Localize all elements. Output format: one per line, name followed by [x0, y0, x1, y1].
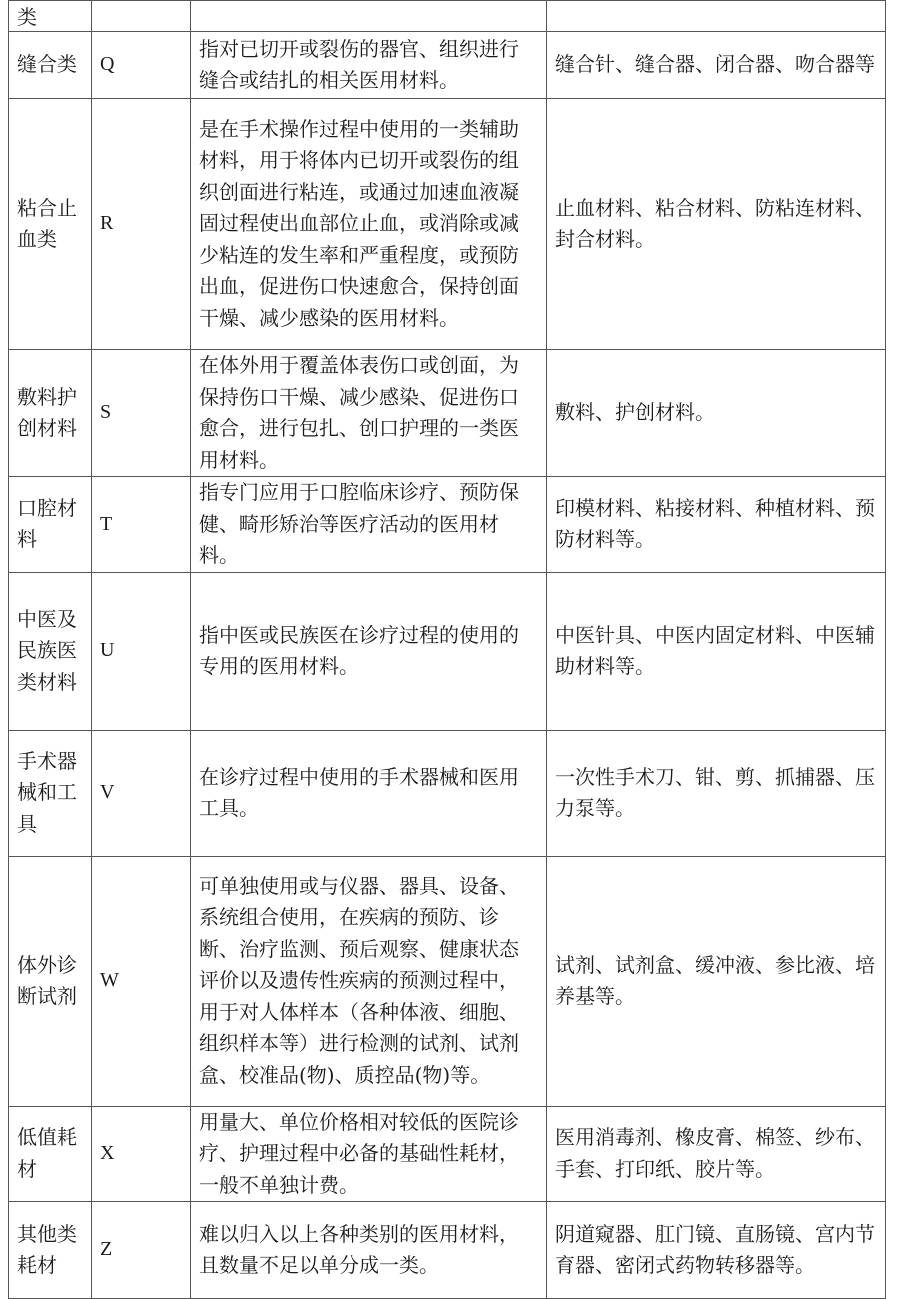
category-examples-cell: 医用消毒剂、橡皮膏、棉签、纱布、手套、打印纸、胶片等。	[547, 1106, 886, 1202]
category-description-cell: 指对已切开或裂伤的器官、组织进行缝合或结扎的相关医用材料。	[191, 32, 547, 99]
category-code-cell: X	[92, 1106, 191, 1202]
category-examples-cell: 阴道窥器、肛门镜、直肠镜、宫内节育器、密闭式药物转移器等。	[547, 1202, 886, 1299]
category-name-cell: 中医及民族医类材料	[9, 572, 92, 730]
category-code-cell: V	[92, 730, 191, 856]
table-row-s	[9, 350, 886, 477]
category-code-cell	[92, 1, 191, 32]
category-examples-cell: 缝合针、缝合器、闭合器、吻合器等	[547, 32, 886, 99]
category-description-cell: 在诊疗过程中使用的手术器械和医用工具。	[191, 730, 547, 856]
category-examples-cell: 印模材料、粘接材料、种植材料、预防材料等。	[547, 477, 886, 573]
table-row-q	[9, 32, 886, 99]
category-name-cell: 粘合止血类	[9, 99, 92, 350]
category-description-cell: 指中医或民族医在诊疗过程的使用的专用的医用材料。	[191, 572, 547, 730]
table-row-z	[9, 1202, 886, 1299]
category-description-cell: 可单独使用或与仪器、器具、设备、系统组合使用，在疾病的预防、诊断、治疗监测、预后观察、健康状态评价以及遗传性疾病的预测过程中，用于对人体样本（各种体液、细胞、组织样本等）进行检测的试剂、试剂盒、校准品(物)、质控品(物)等。	[191, 856, 547, 1106]
category-examples-cell: 止血材料、粘合材料、防粘连材料、封合材料。	[547, 99, 886, 350]
table-row-u	[9, 572, 886, 730]
category-name-cell: 体外诊断试剂	[9, 856, 92, 1106]
category-name-cell: 其他类耗材	[9, 1202, 92, 1299]
category-code-cell: Q	[92, 32, 191, 99]
category-name-cell: 类	[9, 1, 92, 32]
category-description-cell: 难以归入以上各种类别的医用材料，且数量不足以单分成一类。	[191, 1202, 547, 1299]
category-examples-cell: 试剂、试剂盒、缓冲液、参比液、培养基等。	[547, 856, 886, 1106]
category-code-cell: Z	[92, 1202, 191, 1299]
category-code-cell: W	[92, 856, 191, 1106]
category-code-cell: R	[92, 99, 191, 350]
category-description-cell: 指专门应用于口腔临床诊疗、预防保健、畸形矫治等医疗活动的医用材料。	[191, 477, 547, 573]
category-description-cell: 在体外用于覆盖体表伤口或创面，为保持伤口干燥、减少感染、促进伤口愈合，进行包扎、创口护理的一类医用材料。	[191, 350, 547, 477]
category-name-cell: 口腔材料	[9, 477, 92, 573]
category-examples-cell	[547, 1, 886, 32]
table-row-continued	[9, 1, 886, 32]
category-description-cell: 用量大、单位价格相对较低的医院诊疗、护理过程中必备的基础性耗材，一般不单独计费。	[191, 1106, 547, 1202]
category-examples-cell: 敷料、护创材料。	[547, 350, 886, 477]
category-code-cell: T	[92, 477, 191, 573]
category-examples-cell: 一次性手术刀、钳、剪、抓捕器、压力泵等。	[547, 730, 886, 856]
table-row-t	[9, 477, 886, 573]
category-description-cell	[191, 1, 547, 32]
category-examples-cell: 中医针具、中医内固定材料、中医辅助材料等。	[547, 572, 886, 730]
category-name-cell: 敷料护创材料	[9, 350, 92, 477]
table-row-v	[9, 730, 886, 856]
category-name-cell: 手术器械和工具	[9, 730, 92, 856]
category-code-cell: U	[92, 572, 191, 730]
category-code-cell: S	[92, 350, 191, 477]
table-row-r	[9, 99, 886, 350]
table-row-x	[9, 1106, 886, 1202]
consumables-category-table	[8, 0, 886, 1299]
table-row-w	[9, 856, 886, 1106]
category-description-cell: 是在手术操作过程中使用的一类辅助材料，用于将体内已切开或裂伤的组织创面进行粘连，或通过加速血液凝固过程使出血部位止血，或消除或减少粘连的发生率和严重程度，或预防出血，促进伤口快速愈合，保持创面干燥、减少感染的医用材料。	[191, 99, 547, 350]
category-name-cell: 缝合类	[9, 32, 92, 99]
category-name-cell: 低值耗材	[9, 1106, 92, 1202]
